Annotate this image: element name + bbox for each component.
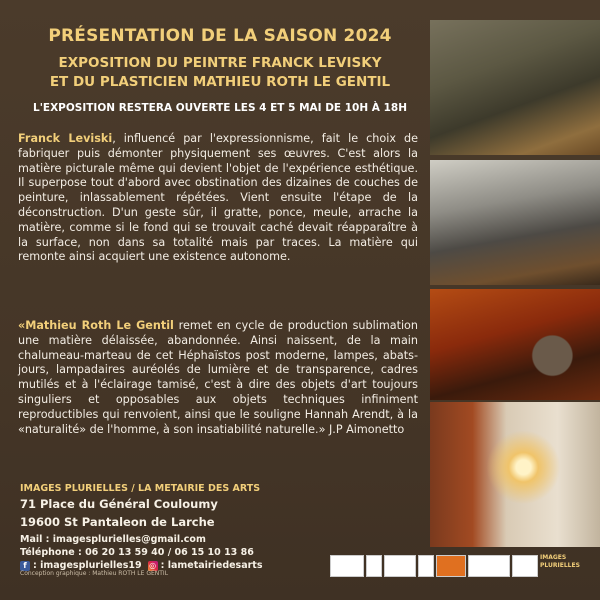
sponsor-logo-1 (330, 555, 364, 577)
address-line-1: 71 Place du Général Couloumy (20, 497, 218, 511)
painting-trees-image (430, 160, 600, 285)
facebook-icon: f (20, 561, 30, 571)
sponsor-logo-5 (436, 555, 466, 577)
season-title: PRÉSENTATION DE LA SAISON 2024 (48, 26, 392, 46)
instagram-handle: : lametairiedesarts (160, 560, 263, 571)
paragraph-levisky (18, 132, 418, 265)
contact-mail: Mail : imagesplurielles@gmail.com (20, 534, 206, 545)
paragraph-roth-text: remet en cycle de production sublimation une matière délaissée, abandonnée. Ainsi naissent, de la main chalumeau-marteau de cet Héphaïstos post moderne, lampes, abats-jours, lampadaires auréolés de lumière et de transparence, cadres mutilés et à l'éclairage tamisé, c'est à dire des objets d'art toujours singuliers et opposables aux objets techniques infiniment reproductibles qui renvoient, ainsi que le souligne Hannah Arendt, à la «naturalité» de l'homme, à son insatiabilité naturelle.» J.P Aimonetto (18, 319, 418, 436)
header (16, 26, 424, 114)
exhibition-title-line-1: EXPOSITION DU PEINTRE FRANCK LEVISKY (58, 55, 382, 71)
contact-block (20, 483, 320, 572)
organization-name: IMAGES PLURIELLES / LA METAIRIE DES ARTS (20, 483, 261, 494)
exhibition-title-line-2: ET DU PLASTICIEN MATHIEU ROTH LE GENTIL (49, 74, 391, 90)
images-plurielles-logo: IMAGES PLURIELLES (540, 554, 580, 569)
design-credit: Conception graphique : Mathieu ROTH LE GENTIL (20, 570, 169, 577)
sponsor-logo-2 (366, 555, 382, 577)
paragraph-roth-lead: «Mathieu Roth Le Gentil (18, 319, 174, 332)
instagram-icon: ◎ (149, 560, 157, 570)
sculpture-red-image (430, 289, 600, 400)
sponsor-logo-7 (512, 555, 538, 577)
address-line-2: 19600 St Pantaleon de Larche (20, 515, 215, 529)
facebook-handle: : imagesplurielles19 (33, 560, 142, 571)
sponsor-logo-3 (384, 555, 416, 577)
sponsor-logo-6 (468, 555, 510, 577)
sponsor-logo-4 (418, 555, 434, 577)
opening-hours: L'EXPOSITION RESTERA OUVERTE LES 4 ET 5 MAI DE 10H À 18H (33, 102, 407, 114)
paragraph-levisky-text: , influencé par l'expressionnisme, fait le choix de fabriquer puis démonter physiquement ses œuvres. C'est alors la matière picturale même qui devient l'objet de l'expérience esthétique. Il superpose tout d'abord avec obstination des dizaines de couches de peinture, inlassablement répétées. Vient ensuite l'étape de la déconstruction. D'un geste sûr, il gratte, ponce, meule, arrache la matière, comme si le fond qui se trouvait caché devait réapparaître à la surface, non dans sa totalité mais par traces. La matière qui remonte ainsi acquiert une existence autonome. (18, 132, 418, 264)
contact-phone: Téléphone : 06 20 13 59 40 / 06 15 10 13 86 (20, 547, 254, 558)
sponsor-logos (330, 552, 600, 582)
exhibition-title (16, 54, 424, 92)
painting-forest-image (430, 20, 600, 155)
paragraph-roth (18, 319, 418, 437)
lamp-installation-image (430, 402, 600, 547)
paragraph-levisky-lead: Franck Leviski (18, 132, 113, 145)
